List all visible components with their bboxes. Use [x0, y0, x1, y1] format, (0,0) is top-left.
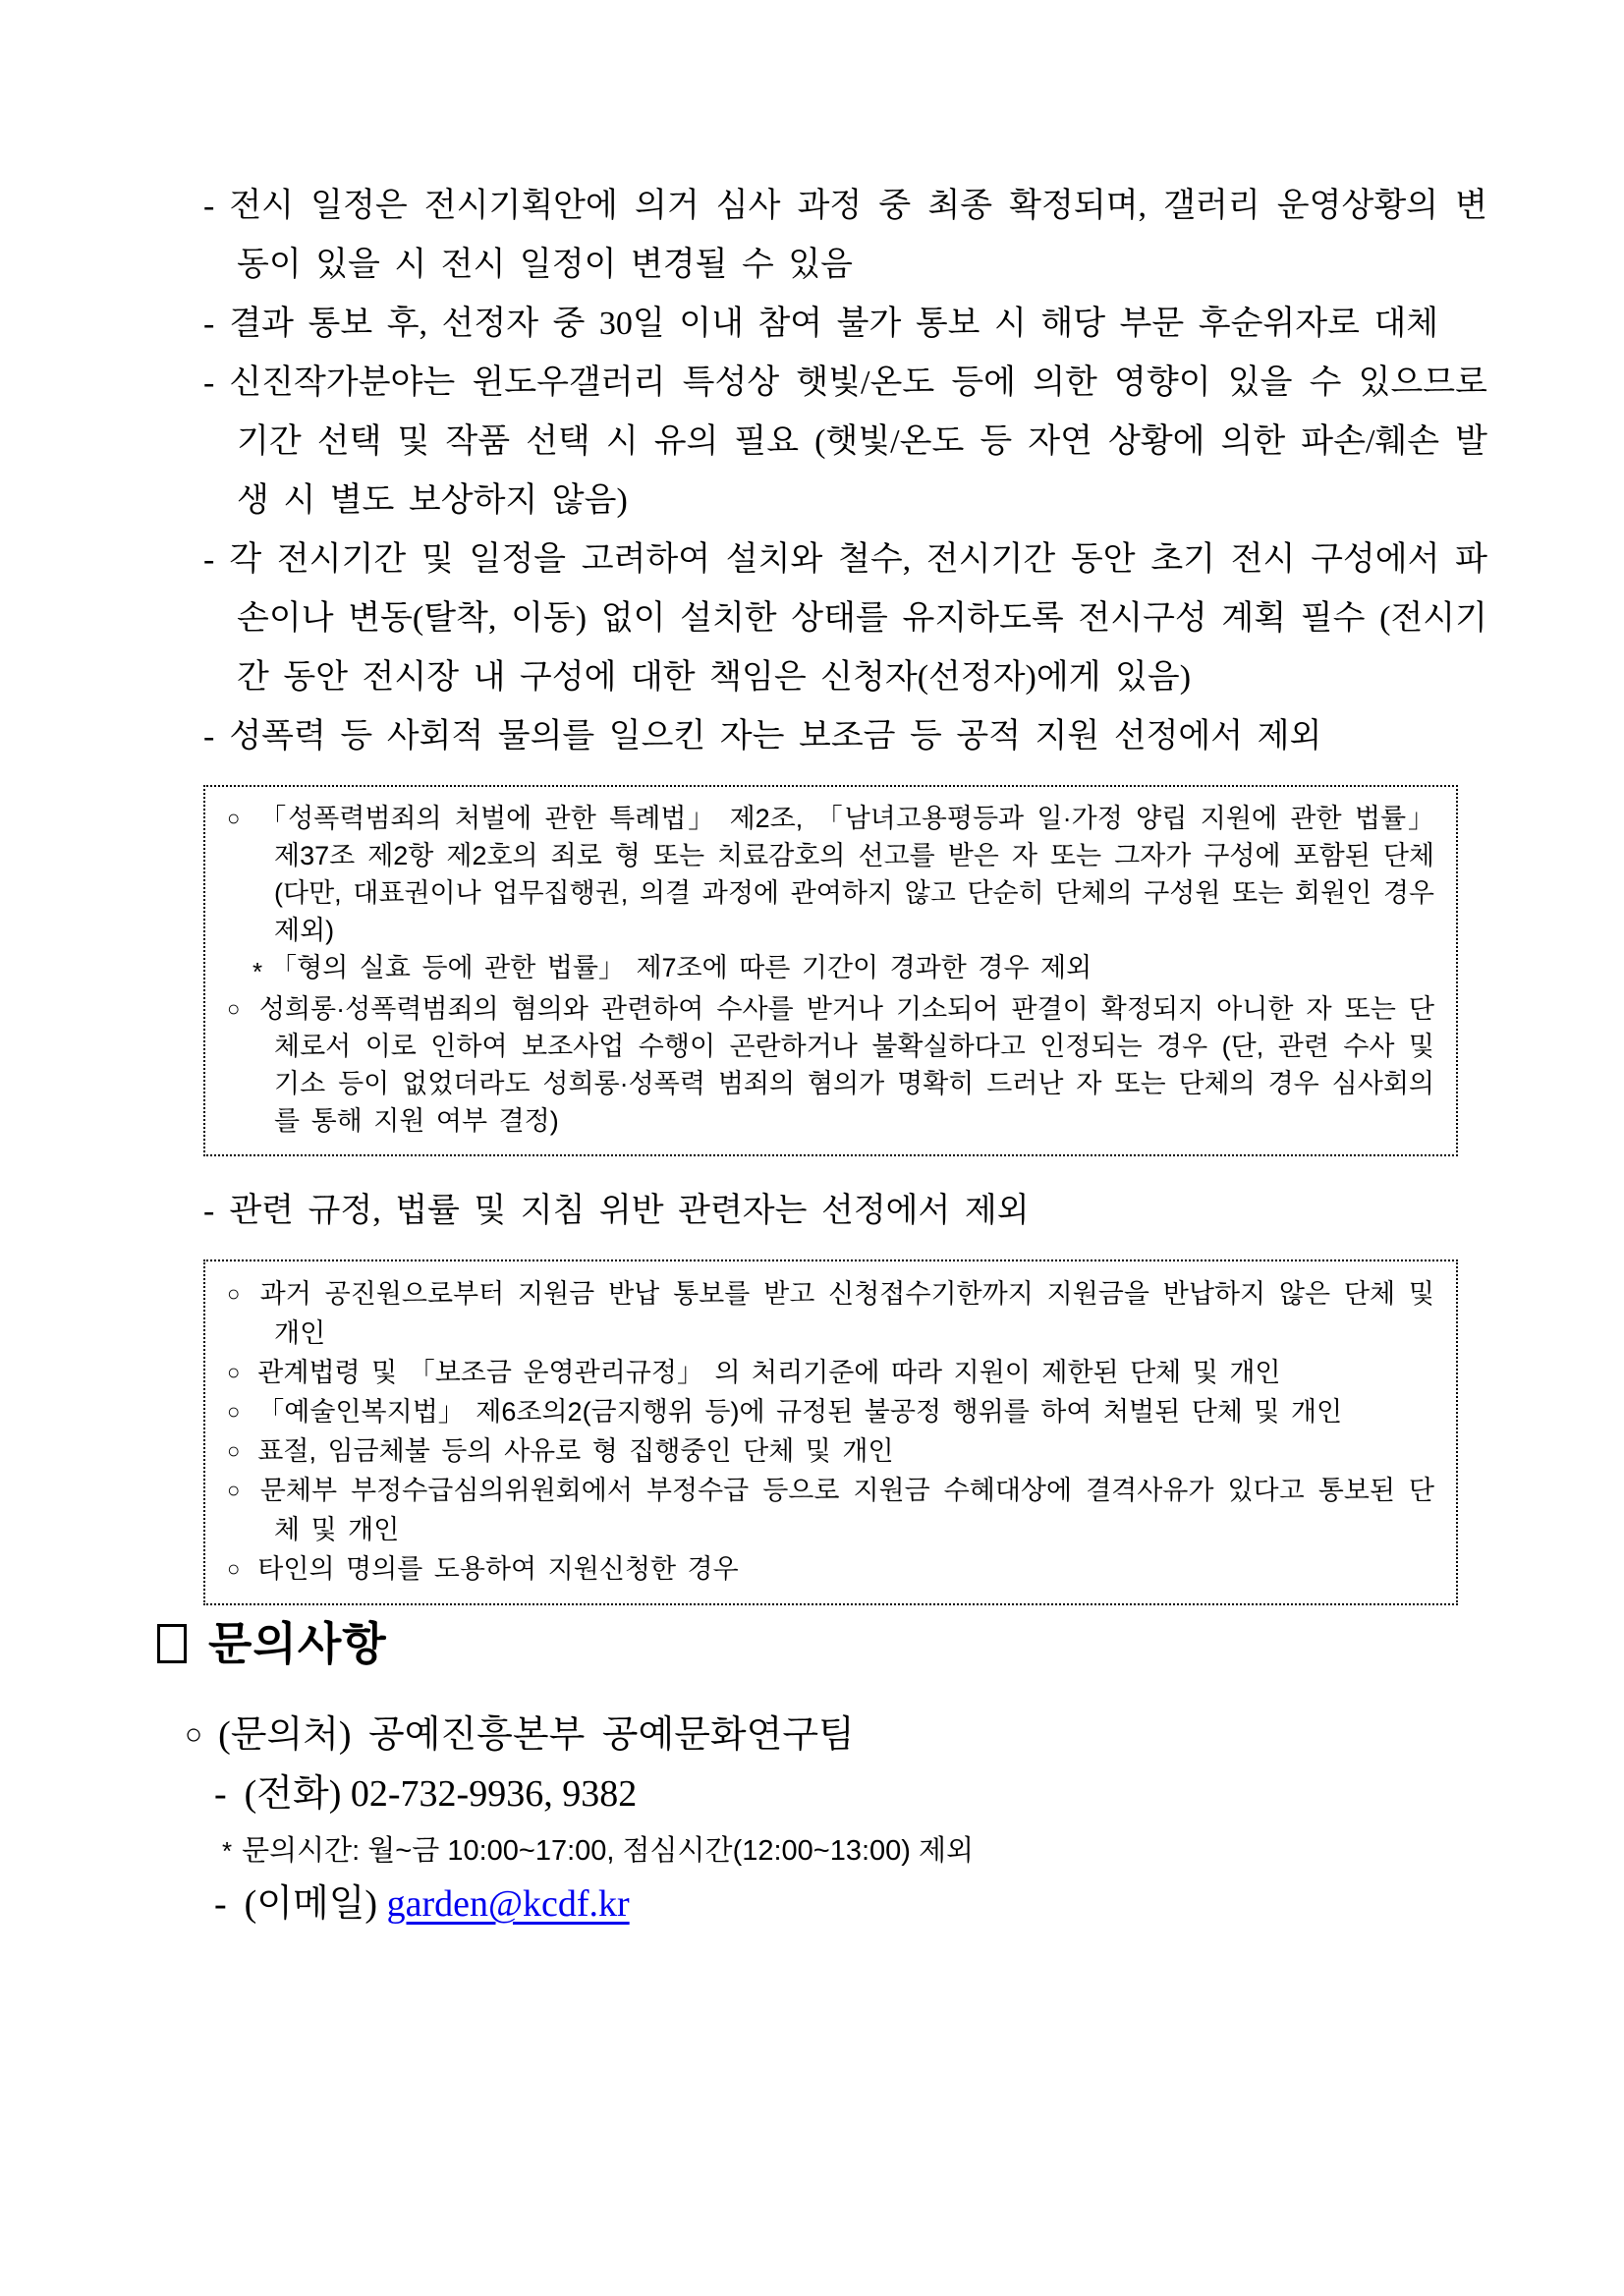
circle-bullet: ○ [227, 996, 242, 1021]
dash-bullet: - [214, 1773, 227, 1815]
contact-hours-line [222, 1829, 974, 1873]
note-item-text: 「형의 실효 등에 관한 법률」 제7조에 따른 기간이 경과한 경우 제외 [270, 953, 1092, 982]
list-item-text: 관련 규정, 법률 및 지침 위반 관련자는 선정에서 제외 [229, 1193, 1030, 1229]
email-link[interactable]: garden@kcdf.kr [386, 1883, 630, 1925]
main-content [203, 177, 1487, 1625]
note-item [227, 1471, 1434, 1549]
checkbox-square-icon [157, 1624, 187, 1663]
list-item [203, 707, 1487, 766]
contact-hours-text: 문의시간: 월~금 10:00~17:00, 점심시간(12:00~13:00) 제외 [242, 1835, 975, 1867]
contact-phone-text: (전화) 02-732-9936, 9382 [244, 1773, 638, 1815]
note-item [227, 1353, 1434, 1392]
note-item [227, 1431, 1434, 1471]
list-item-text: 결과 통보 후, 선정자 중 30일 이내 참여 불가 통보 시 해당 부문 후순위자로 대체 [229, 306, 1439, 342]
note-item-text: 「성폭력범죄의 처벌에 관한 특례법」 제2조, 「남녀고용평등과 일·가정 양립 지원에 관한 법률」 제37조 제2항 제2호의 죄로 형 또는 치료감호의 선고를 받은 자 또는 그자가 구성에 포함된 단체(다만, 대표권이나 업무집행권, 의결 과정에 관여하지 않고 단순히 단체의 구성원 또는 회원인 경우 제외) [259, 804, 1434, 945]
circle-bullet: ○ [227, 1556, 241, 1581]
dash-bullet: - [203, 188, 215, 224]
contact-dept-line [185, 1709, 855, 1761]
list-item [203, 1182, 1487, 1241]
circle-bullet: ○ [227, 1478, 243, 1502]
note-item [227, 1274, 1434, 1353]
list-item-text: 신진작가분야는 윈도우갤러리 특성상 햇빛/온도 등에 의한 영향이 있을 수 있으므로 기간 선택 및 작품 선택 시 유의 필요 (햇빛/온도 등 자연 상황에 의한 파손/훼손 발생 시 별도 보상하지 않음) [229, 364, 1487, 519]
note-item-text: 관계법령 및 「보조금 운영관리규정」 의 처리기준에 따라 지원이 제한된 단체 및 개인 [257, 1358, 1281, 1387]
note-item [227, 800, 1434, 949]
note-item-text: 「예술인복지법」 제6조의2(금지행위 등)에 규정된 불공정 행위를 하여 처벌된 단체 및 개인 [257, 1397, 1343, 1427]
list-item [203, 354, 1487, 531]
contact-email-line [214, 1878, 630, 1930]
note-item-text: 성희롱·성폭력범죄의 혐의와 관련하여 수사를 받거나 기소되어 판결이 확정되지 아니한 자 또는 단체로서 이로 인하여 보조사업 수행이 곤란하거나 불확실하다고 인정되는 경우 (단, 관련 수사 및 기소 등이 없었더라도 성희롱·성폭력 범죄의 혐의가 명확히 드러난 자 또는 단체의 경우 심사회의를 통해 지원 여부 결정) [258, 994, 1434, 1136]
list-item [203, 177, 1487, 295]
note-item-text: 타인의 명의를 도용하여 지원신청한 경우 [257, 1554, 739, 1584]
list-item-text: 전시 일정은 전시기획안에 의거 심사 과정 중 최종 확정되며, 갤러리 운영상황의 변동이 있을 시 전시 일정이 변경될 수 있음 [229, 188, 1487, 283]
note-sub-item [252, 949, 1434, 990]
circle-bullet: ○ [227, 1360, 241, 1384]
note-item [227, 1392, 1434, 1431]
dash-bullet: - [214, 1883, 227, 1925]
circle-bullet: ○ [227, 1281, 243, 1306]
note-item [227, 990, 1434, 1140]
asterisk-bullet: * [222, 1836, 233, 1866]
contact-dept-text: (문의처) 공예진흥본부 공예문화연구팀 [218, 1714, 855, 1756]
dash-bullet: - [203, 364, 215, 401]
exclusion-note-box-2 [203, 1260, 1458, 1605]
list-item-text: 성폭력 등 사회적 물의를 일으킨 자는 보조금 등 공적 지원 선정에서 제외 [229, 718, 1322, 755]
circle-bullet: ○ [185, 1718, 203, 1751]
dash-bullet: - [203, 541, 215, 578]
list-item [203, 295, 1487, 354]
circle-bullet: ○ [227, 806, 243, 830]
dash-bullet: - [203, 306, 215, 342]
note-item [227, 1549, 1434, 1589]
note-item-text: 과거 공진원으로부터 지원금 반납 통보를 받고 신청접수기한까지 지원금을 반납하지 않은 단체 및 개인 [259, 1279, 1434, 1348]
note-item-text: 문체부 부정수급심의위원회에서 부정수급 등으로 지원금 수혜대상에 결격사유가 있다고 통보된 단체 및 개인 [259, 1476, 1434, 1544]
section-heading-inquiry [157, 1616, 387, 1671]
list-item-text: 각 전시기간 및 일정을 고려하여 설치와 철수, 전시기간 동안 초기 전시 구성에서 파손이나 변동(탈착, 이동) 없이 설치한 상태를 유지하도록 전시구성 계획 필수 (전시기간 동안 전시장 내 구성에 대한 책임은 신청자(선정자)에게 있음) [229, 541, 1487, 696]
dash-bullet: - [203, 1193, 215, 1229]
section-heading-text: 문의사항 [208, 1618, 387, 1669]
circle-bullet: ○ [227, 1399, 241, 1424]
circle-bullet: ○ [227, 1438, 241, 1463]
contact-phone-line [214, 1768, 637, 1820]
asterisk-bullet: * [252, 957, 263, 986]
list-item [203, 531, 1487, 707]
dash-bullet: - [203, 718, 215, 755]
exclusion-note-box-1 [203, 785, 1458, 1156]
contact-email-label: (이메일) [244, 1883, 378, 1925]
note-item-text: 표절, 임금체불 등의 사유로 형 집행중인 단체 및 개인 [257, 1436, 894, 1466]
